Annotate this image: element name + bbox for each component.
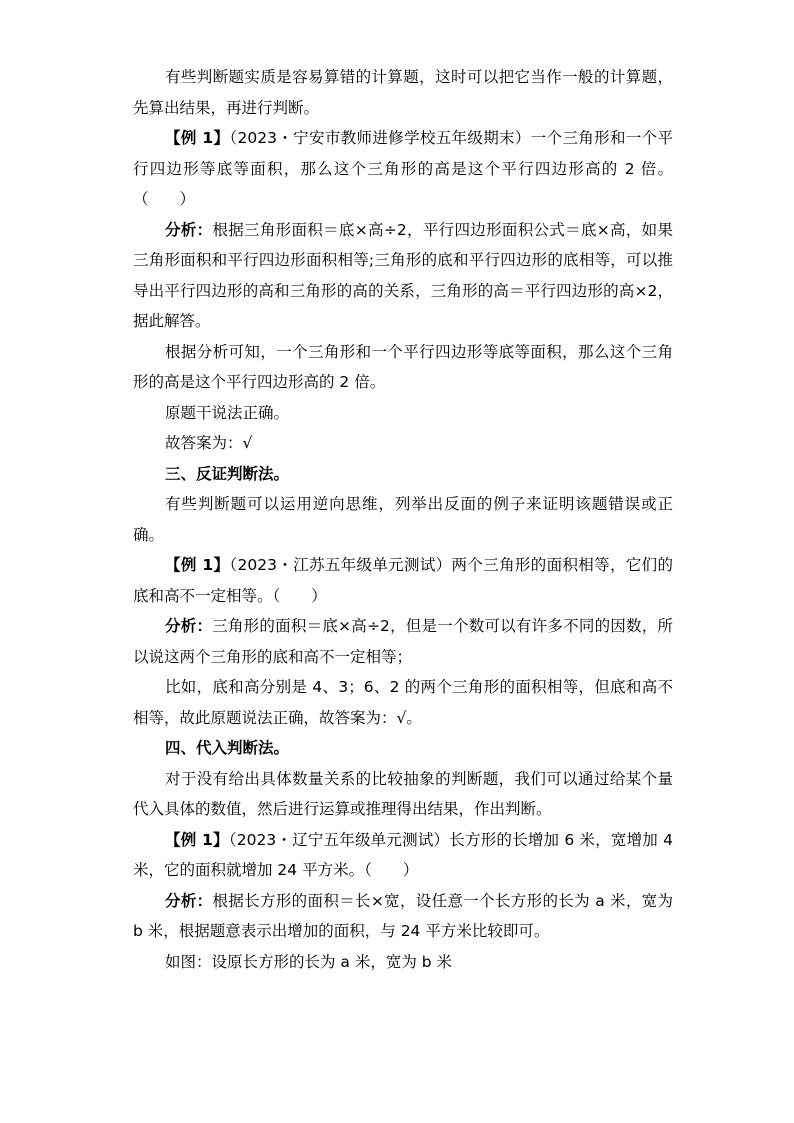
example-label: 【例 1】 xyxy=(165,556,230,574)
example-1-answer xyxy=(133,428,673,459)
paragraph-text: （2023・辽宁五年级单元测试）长方形的长增加 6 米，宽增加 4 米，它的面积就增加 24 平方米。（ ） xyxy=(133,830,674,879)
example-1-question xyxy=(133,123,673,215)
paragraph-text: 根据三角形面积＝底×高÷2，平行四边形面积公式＝底×高，如果三角形面积和平行四边形面积相等;三角形的底和平行四边形的底相等，可以推导出平行四边形的高和三角形的高的关系，三角形的高＝平行四边形的高×2，据此解答。 xyxy=(133,220,673,330)
paragraph-text: 根据分析可知，一个三角形和一个平行四边形等底等面积，那么这个三角形的高是这个平行四边形高的 2 倍。 xyxy=(133,342,673,391)
paragraph-text: 有些判断题实质是容易算错的计算题，这时可以把它当作一般的计算题，先算出结果，再进行判断。 xyxy=(133,68,673,117)
analysis-label: 分析： xyxy=(165,891,213,910)
section-4-intro xyxy=(133,764,673,825)
document-body xyxy=(133,62,673,977)
paragraph-text: 对于没有给出具体数量关系的比较抽象的判断题，我们可以通过给某个量代入具体的数值，然后进行运算或推理得出结果，作出判断。 xyxy=(133,769,673,818)
analysis-label: 分析： xyxy=(165,220,213,239)
section-title: 三、反证判断法。 xyxy=(165,464,290,483)
example-3-figure-note xyxy=(133,947,673,978)
section-heading-3 xyxy=(133,459,673,490)
section-heading-4 xyxy=(133,733,673,764)
paragraph-text: 根据长方形的面积＝长×宽，设任意一个长方形的长为 a 米，宽为 b 米，根据题意表示出增加的面积，与 24 平方米比较即可。 xyxy=(133,891,673,940)
example-1-analysis xyxy=(133,215,673,337)
paragraph-text: 故答案为：√ xyxy=(165,434,253,452)
paragraph-text: 比如，底和高分别是 4、3；6、2 的两个三角形的面积相等，但底和高不相等，故此原题说法正确，故答案为：√。 xyxy=(133,678,673,727)
section-title: 四、代入判断法。 xyxy=(165,739,290,757)
section-3-intro xyxy=(133,489,673,550)
paragraph-text: （2023・宁安市教师进修学校五年级期末）一个三角形和一个平行四边形等底等面积，那么这个三角形的高是这个平行四边形高的 2 倍。（ ） xyxy=(133,129,674,208)
example-1-conclusion xyxy=(133,398,673,429)
analysis-label: 分析： xyxy=(165,617,213,635)
example-3-analysis xyxy=(133,886,673,947)
example-2-analysis xyxy=(133,611,673,672)
paragraph-text: 三角形的面积＝底×高÷2，但是一个数可以有许多不同的因数，所以说这两个三角形的底和高不一定相等； xyxy=(133,617,673,666)
example-label: 【例 1】 xyxy=(165,830,229,849)
paragraph-text: 有些判断题可以运用逆向思维，列举出反面的例子来证明该题错误或正确。 xyxy=(133,495,673,544)
paragraph-text: 原题干说法正确。 xyxy=(165,403,290,422)
example-3-question xyxy=(133,825,673,886)
example-1-reasoning xyxy=(133,337,673,398)
paragraph-intro xyxy=(133,62,673,123)
example-2-question xyxy=(133,550,673,611)
paragraph-text: 如图：设原长方形的长为 a 米，宽为 b 米 xyxy=(165,952,453,971)
example-2-reasoning xyxy=(133,672,673,733)
paragraph-text: （2023・江苏五年级单元测试）两个三角形的面积相等，它们的底和高不一定相等。（ ） xyxy=(133,556,674,605)
example-label: 【例 1】 xyxy=(165,129,230,147)
